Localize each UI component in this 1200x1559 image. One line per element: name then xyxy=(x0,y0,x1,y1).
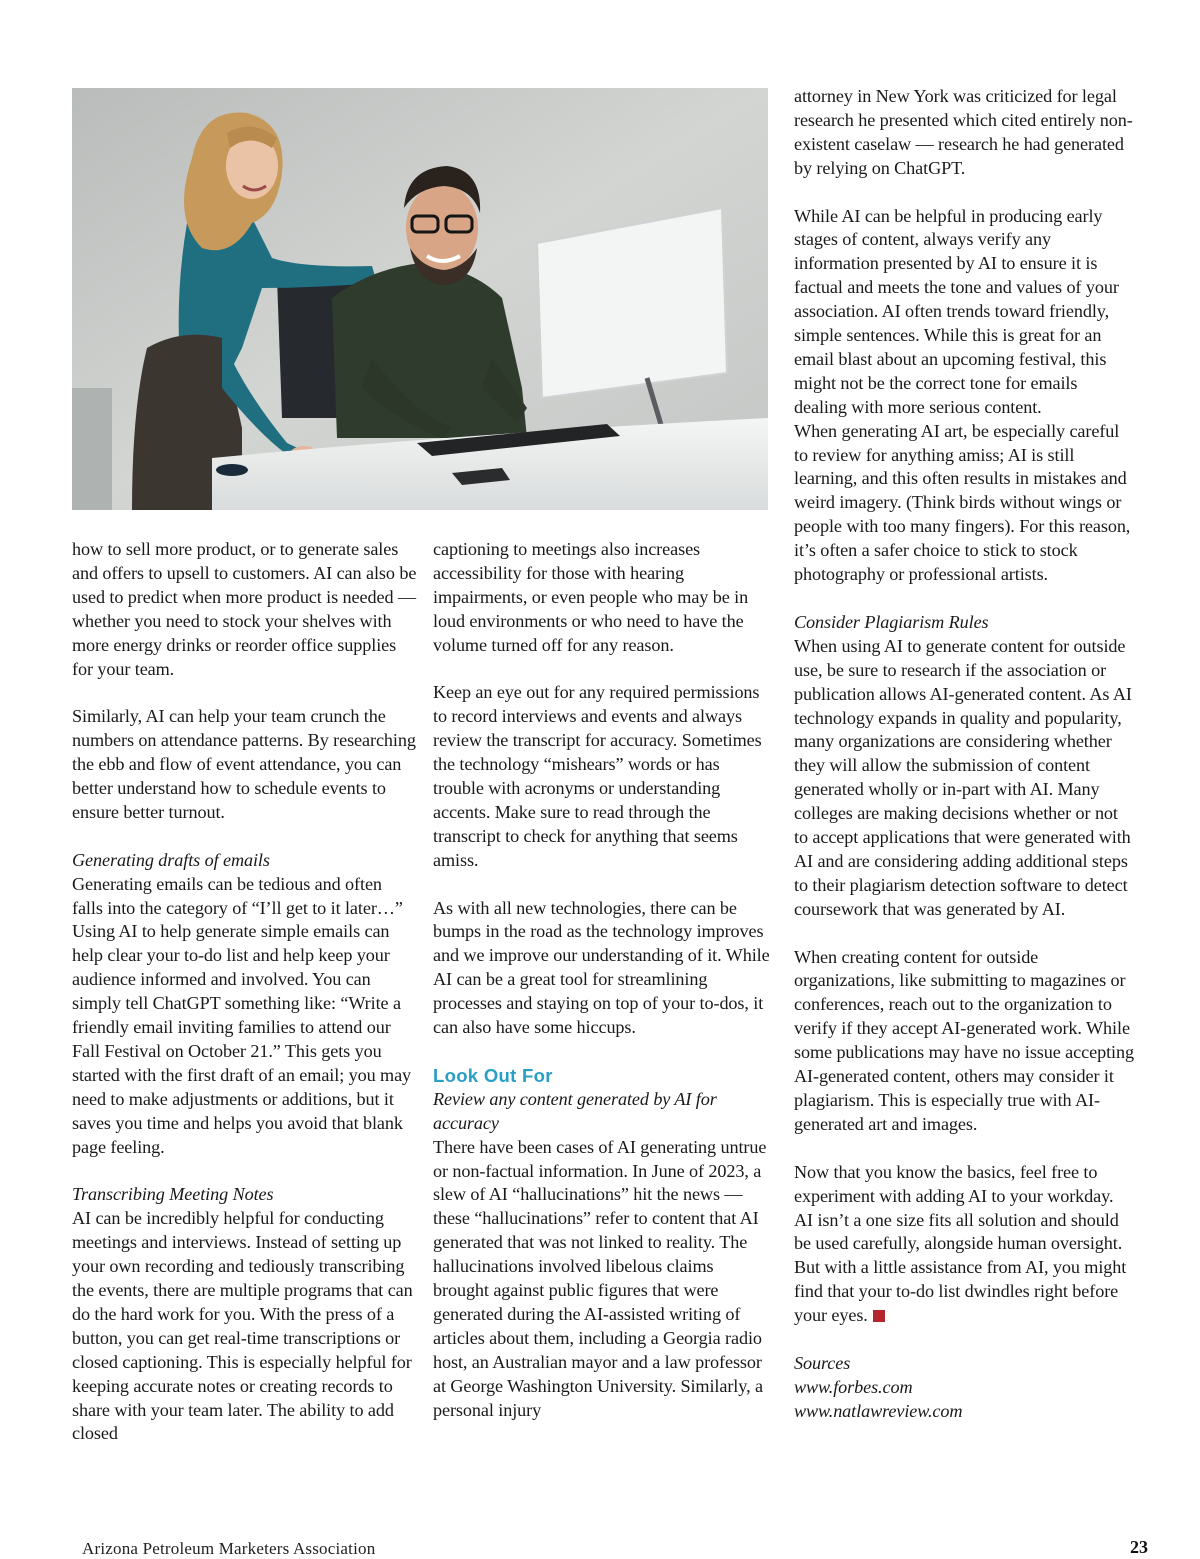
subheading-transcribing-notes: Transcribing Meeting Notes xyxy=(72,1184,274,1205)
col2-paragraph-4: There have been cases of AI generating untrue or non-factual information. In June of 2023, a slew of AI “hallucinations” hit the news — these “hallucinations” refer to content that AI generated that was not linked to reality. The hallucinations involved libelous claims brought against public figures that were generated during the AI-assisted writing of articles about them, including a Georgia radio host, an Australian mayor and a law professor at George Washington University. Similarly, a personal injury xyxy=(433,1136,767,1420)
col3-paragraph-1: attorney in New York was criticized for legal research he presented which cited entirely non-existent caselaw — research he had generated by relying on ChatGPT. xyxy=(794,86,1133,178)
col1-paragraph-4: AI can be incredibly helpful for conducting meetings and interviews. Instead of setting up your own recording and tediously transcribing the events, there are multiple programs that can do the hard work for you. With the press of a button, you can get real-time transcriptions or closed captioning. This is especially helpful for keeping accurate notes or creating records to share with your team later. The ability to add closed xyxy=(72,1208,413,1444)
col2-paragraph-2: Keep an eye out for any required permissions to record interviews and events and always review the transcript for accuracy. Sometimes the technology “mishears” words or has trouble with acronyms or understanding accents. Make sure to read through the transcript to check for anything that seems amiss. xyxy=(433,682,762,870)
col3-paragraph-6 xyxy=(794,1161,1134,1328)
section-heading-look-out-for: Look Out For xyxy=(433,1064,553,1086)
col1-paragraph-3: Generating emails can be tedious and often falls into the category of “I’ll get to it later…” Using AI to help generate simple emails can help clear your to-do list and help keep your audience informed and involved. You can simply tell ChatGPT something like: “Write a friendly email inviting families to attend our Fall Festival on October 21.” This gets you started with the first draft of an email; you may need to make adjustments or additions, but it saves you time and helps you avoid that blank page feeling. xyxy=(72,873,412,1157)
col1-paragraph-1: how to sell more product, or to generate sales and offers to upsell to customers. AI can also be used to predict when more product is needed — whether you need to stock your shelves with more energy drinks or reorder office supplies for your team. xyxy=(72,539,417,679)
column-2 xyxy=(433,538,771,1422)
col2-paragraph-3: As with all new technologies, there can be bumps in the road as the technology improves and we improve our understanding of it. While AI can be a great tool for streamlining processes and staying on top of your to-dos, it can also have some hiccups. xyxy=(433,897,770,1038)
page-number: 23 xyxy=(1130,1537,1148,1557)
subheading-review-content: Review any content generated by AI for accuracy xyxy=(433,1088,717,1133)
column-1 xyxy=(72,538,417,1446)
article-photo xyxy=(72,88,768,510)
subheading-generating-drafts: Generating drafts of emails xyxy=(72,849,270,870)
subheading-plagiarism-rules: Consider Plagiarism Rules xyxy=(794,611,989,632)
col3-paragraph-6-text: Now that you know the basics, feel free to experiment with adding AI to your workday. AI isn’t a one size fits all solution and should be used carefully, alongside human oversight. But with a little assistance from AI, you might find that your to-do list dwindles right before your eyes. xyxy=(794,1161,1127,1326)
col1-paragraph-2: Similarly, AI can help your team crunch the numbers on attendance patterns. By researching the ebb and flow of event attendance, you can better understand how to schedule events to ensure better turnout. xyxy=(72,706,416,822)
source-link-natlawreview[interactable]: www.natlawreview.com xyxy=(794,1400,963,1421)
sources-label: Sources xyxy=(794,1352,851,1373)
office-scene-illustration xyxy=(72,88,768,510)
footer-publication-name: Arizona Petroleum Marketers Association xyxy=(82,1539,376,1558)
source-link-forbes[interactable]: www.forbes.com xyxy=(794,1376,913,1397)
col2-paragraph-1: captioning to meetings also increases accessibility for those with hearing impairments, or even people who may be in loud environments or who need to have the volume turned off for any reason. xyxy=(433,539,749,655)
col3-paragraph-5: When creating content for outside organizations, like submitting to magazines or conferences, reach out to the organization to verify if they accept AI-generated work. While some publications may have no issue accepting AI-generated content, others may consider it plagiarism. This is especially true with AI-generated art and images. xyxy=(794,946,1134,1134)
end-of-article-mark xyxy=(873,1310,885,1322)
col3-paragraph-4: When using AI to generate content for outside use, be sure to research if the association or publication allows AI-generated content. As AI technology expands in quality and popularity, many organizations are considering whether they will allow the submission of content generated wholly or in-part with AI. Many colleges are making decisions whether or not to accept applications that were generated with AI and are considering adding additional steps to their plagiarism detection software to detect coursework that was generated by AI. xyxy=(794,635,1132,919)
col3-paragraph-2: While AI can be helpful in producing early stages of content, always verify any information presented by AI to ensure it is factual and meets the tone and values of your association. AI often trends toward friendly, simple sentences. While this is great for an email blast about an upcoming festival, this might not be the correct tone for emails dealing with more serious content. xyxy=(794,205,1119,417)
column-3 xyxy=(794,85,1134,1424)
col3-paragraph-3: When generating AI art, be especially careful to review for anything amiss; AI is still learning, and this often results in mistakes and weird imagery. (Think birds without wings or people with too many fingers). For this reason, it’s often a safer choice to stick to stock photography or professional artists. xyxy=(794,420,1131,585)
